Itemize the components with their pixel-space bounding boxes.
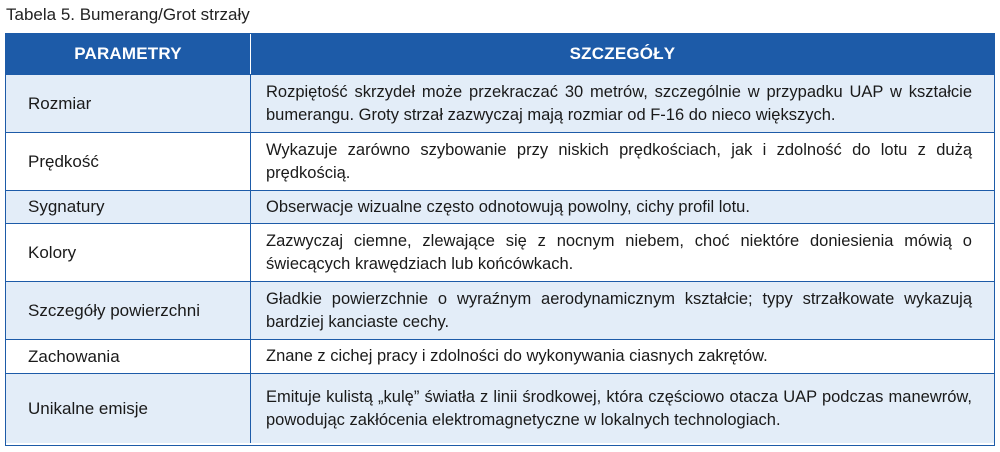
table-row xyxy=(6,132,994,190)
param-cell: Unikalne emisje xyxy=(6,374,251,443)
detail-cell xyxy=(251,340,994,373)
param-cell: Zachowania xyxy=(6,340,251,373)
detail-text: Wykazuje zarówno szybowanie przy niskich prędkościach, jak i zdolność do lotu z dużą prędkością. xyxy=(266,140,972,182)
table-caption: Tabela 5. Bumerang/Grot strzały xyxy=(6,5,250,24)
detail-cell xyxy=(251,374,994,443)
table-header xyxy=(6,34,994,74)
parameters-table xyxy=(5,33,995,446)
table-row xyxy=(6,223,994,281)
param-cell: Szczegóły powierzchni xyxy=(6,282,251,339)
table-row xyxy=(6,339,994,373)
table-body xyxy=(6,74,994,443)
detail-text: Zazwyczaj ciemne, zlewające się z nocnym niebem, choć niektóre doniesienia mówią o świecących krawędziach lub końcówkach. xyxy=(266,231,972,273)
detail-cell xyxy=(251,282,994,339)
detail-cell xyxy=(251,224,994,281)
detail-cell xyxy=(251,133,994,190)
param-cell: Prędkość xyxy=(6,133,251,190)
detail-text: Emituje kulistą „kulę” światła z linii środkowej, która częściowo otacza UAP podczas manewrów, powodując zakłócenia elektromagnetyczne w lokalnych technologiach. xyxy=(266,387,972,429)
param-cell: Kolory xyxy=(6,224,251,281)
table-row xyxy=(6,74,994,132)
header-szczegoly: SZCZEGÓŁY xyxy=(569,44,676,63)
detail-cell xyxy=(251,191,994,223)
detail-text: Obserwacje wizualne często odnotowują powolny, cichy profil lotu. xyxy=(266,197,750,216)
param-cell: Rozmiar xyxy=(6,75,251,132)
header-parametry: PARAMETRY xyxy=(6,34,251,74)
detail-text: Gładkie powierzchnie o wyraźnym aerodynamicznym kształcie; typy strzałkowate wykazują bardziej kanciaste cechy. xyxy=(266,289,972,331)
param-cell: Sygnatury xyxy=(6,191,251,223)
detail-text: Znane z cichej pracy i zdolności do wykonywania ciasnych zakrętów. xyxy=(266,347,768,365)
table-row xyxy=(6,281,994,339)
table-row xyxy=(6,190,994,223)
detail-cell xyxy=(251,75,994,132)
table-row xyxy=(6,373,994,443)
detail-text: Rozpiętość skrzydeł może przekraczać 30 metrów, szczególnie w przypadku UAP w kształcie bumerangu. Groty strzał zazwyczaj mają rozmiar od F-16 do nieco większych. xyxy=(266,82,972,124)
